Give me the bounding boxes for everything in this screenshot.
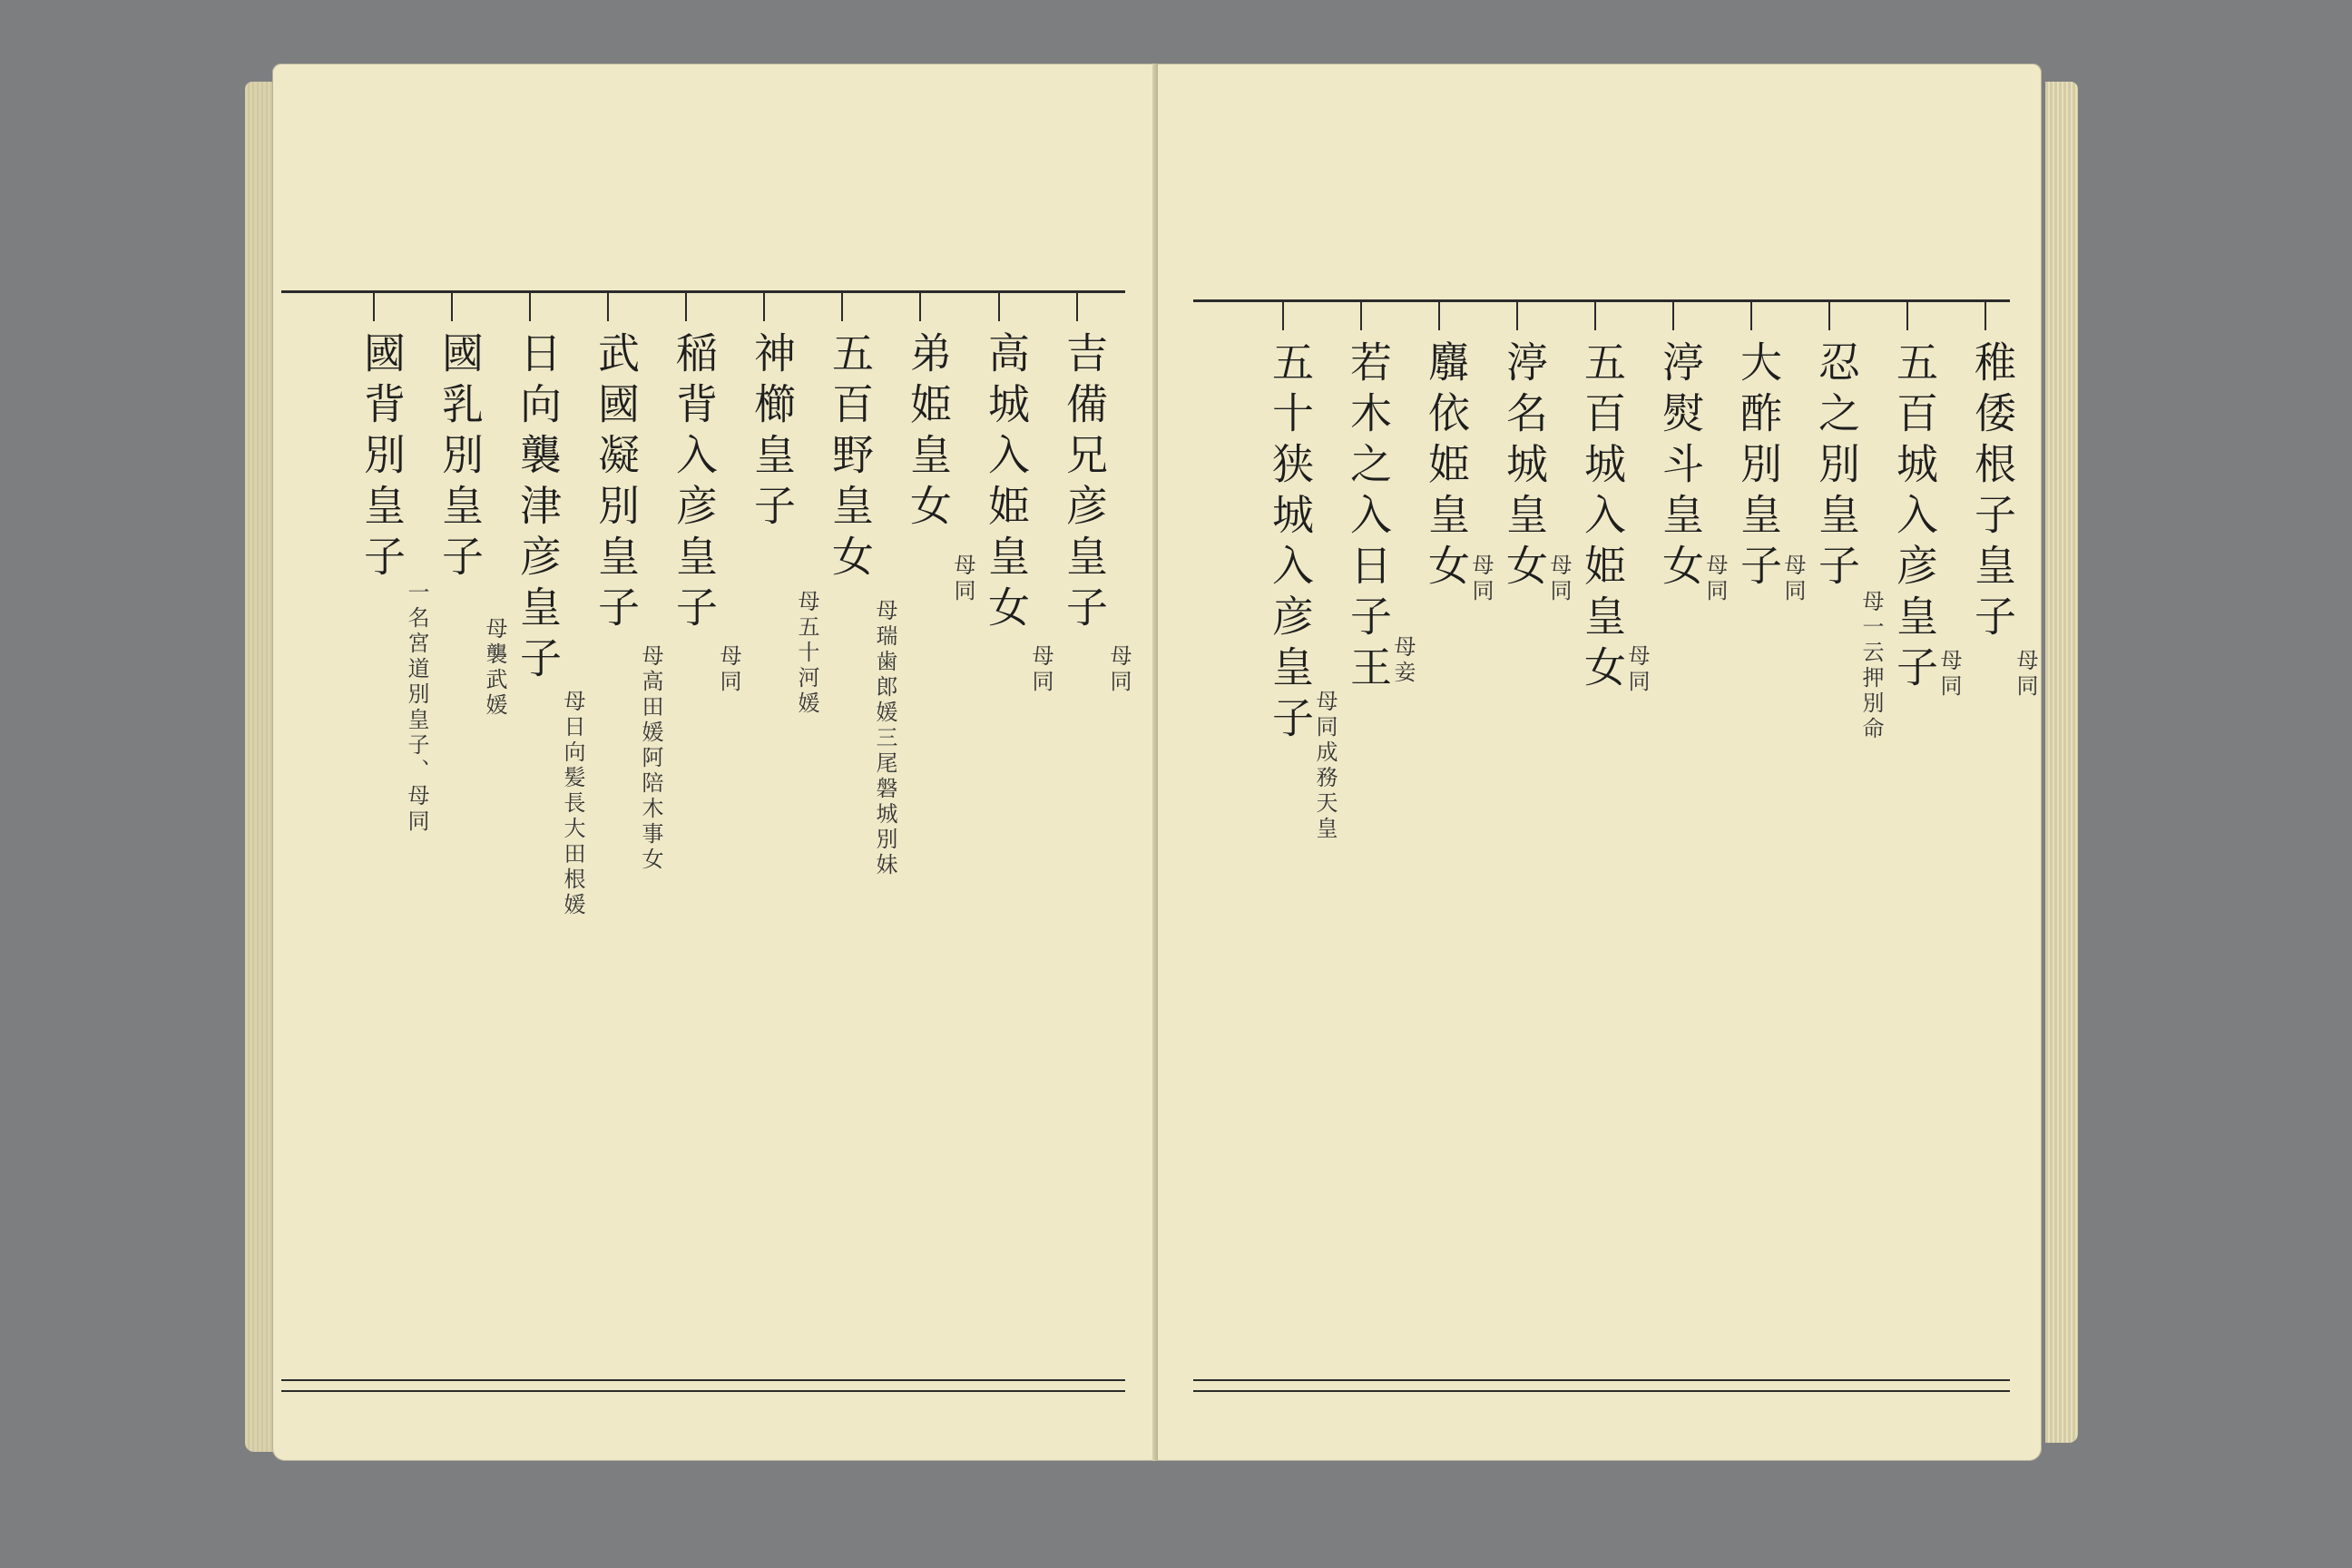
- entry-name: 五十狭城入彦皇子: [1266, 340, 1315, 747]
- entry-note: 母同: [1106, 644, 1132, 695]
- bottom-rule-2: [281, 1390, 1125, 1392]
- open-book: [245, 64, 2096, 1479]
- entry-name: 高城入姫皇女: [982, 331, 1031, 636]
- entry-name: 渟熨斗皇女: [1656, 340, 1705, 594]
- entry-name: 武國凝別皇子: [592, 331, 641, 636]
- entry-note: 母同: [716, 644, 741, 695]
- entry-note: 母同: [1780, 554, 1806, 604]
- branch-tick: [763, 292, 765, 321]
- branch-tick: [1516, 301, 1518, 330]
- entry-name: 渟名城皇女: [1500, 340, 1549, 594]
- entry-note: 母一云押別命: [1858, 590, 1884, 742]
- entry-note: 母同: [2013, 649, 2038, 700]
- entry-name: 忍之別皇子: [1812, 340, 1861, 594]
- entry-name: 國乳別皇子: [436, 331, 485, 585]
- entry-note: 母妾: [1390, 635, 1416, 686]
- entry-note: 母同: [1624, 644, 1650, 695]
- entry-name: 稚倭根子皇子: [1968, 340, 2017, 645]
- entry-note: 母同: [1028, 644, 1054, 695]
- branch-tick: [607, 292, 609, 321]
- left-page: [272, 64, 1157, 1461]
- entry-note: 母五十河媛: [794, 590, 819, 717]
- branch-tick: [1906, 301, 1908, 330]
- entry-name: 若木之入日子王: [1344, 340, 1393, 696]
- entry-name: 神櫛皇子: [748, 331, 797, 534]
- entry-note: 母襲武媛: [482, 617, 507, 719]
- branch-tick: [919, 292, 921, 321]
- top-rule: [1193, 299, 2010, 302]
- entry-note: 母高田媛阿陪木事女: [638, 644, 663, 873]
- entry-note: 一名宮道別皇子、母同: [404, 581, 429, 835]
- entry-note: 母瑞歯郎媛三尾磐城別妹: [872, 599, 897, 878]
- entry-note: 母同: [1468, 554, 1494, 604]
- branch-tick: [451, 292, 453, 321]
- branch-tick: [998, 292, 1000, 321]
- branch-tick: [1076, 292, 1078, 321]
- branch-tick: [373, 292, 375, 321]
- branch-tick: [1984, 301, 1986, 330]
- branch-tick: [685, 292, 687, 321]
- bottom-rule: [1193, 1379, 2010, 1381]
- entry-name: 五百城入彦皇子: [1890, 340, 1939, 696]
- branch-tick: [1750, 301, 1752, 330]
- branch-tick: [1828, 301, 1830, 330]
- entry-name: 麛依姫皇女: [1422, 340, 1471, 594]
- page-stack-right: [2045, 82, 2078, 1443]
- branch-tick: [529, 292, 531, 321]
- bottom-rule-2: [1193, 1390, 2010, 1392]
- entry-name: 吉備兄彦皇子: [1060, 331, 1109, 636]
- entry-name: 國背別皇子: [358, 331, 407, 585]
- entry-note: 母同: [1936, 649, 1962, 700]
- entry-note: 母同: [950, 554, 975, 604]
- bottom-rule: [281, 1379, 1125, 1381]
- entry-name: 大酢別皇子: [1734, 340, 1783, 594]
- branch-tick: [1360, 301, 1362, 330]
- branch-tick: [1594, 301, 1596, 330]
- entry-name: 稲背入彦皇子: [670, 331, 719, 636]
- branch-tick: [1438, 301, 1440, 330]
- branch-tick: [841, 292, 843, 321]
- entry-name: 五百城入姫皇女: [1578, 340, 1627, 696]
- right-page: [1157, 64, 2042, 1461]
- entry-name: 弟姫皇女: [904, 331, 953, 534]
- entry-name: 五百野皇女: [826, 331, 875, 585]
- entry-name: 日向襲津彦皇子: [514, 331, 563, 687]
- entry-note: 母日向髪長大田根媛: [560, 690, 585, 918]
- entry-note: 母同: [1702, 554, 1728, 604]
- branch-tick: [1672, 301, 1674, 330]
- branch-tick: [1282, 301, 1284, 330]
- entry-note: 母同: [1546, 554, 1572, 604]
- entry-note: 母同成務天皇: [1312, 690, 1338, 842]
